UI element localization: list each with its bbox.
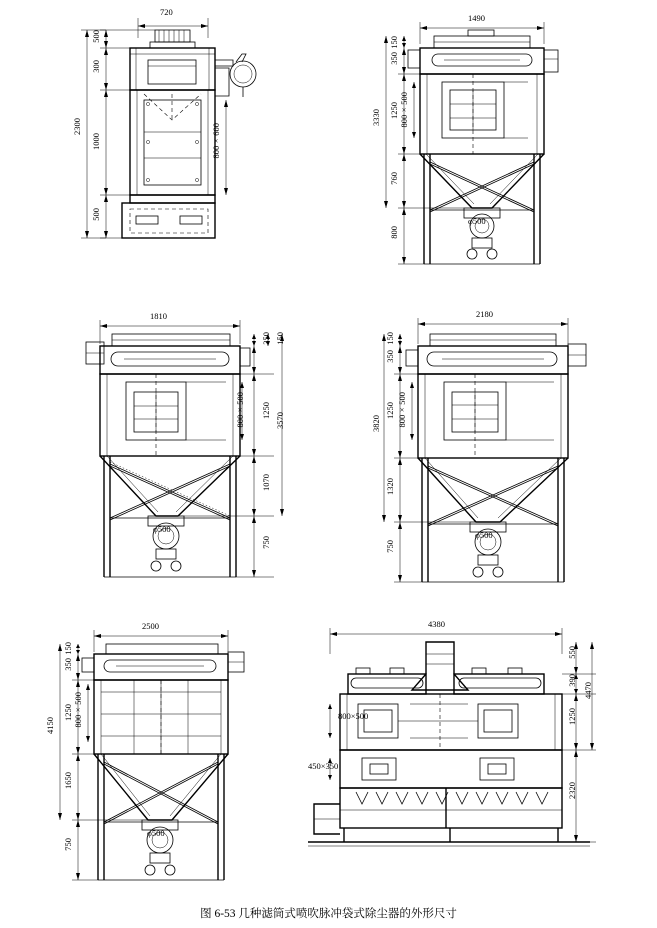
dim-fig4-150: 150 xyxy=(385,332,395,345)
dim-fig2-350: 350 xyxy=(389,52,399,65)
dim-fig3-top-width: 1810 xyxy=(150,311,167,321)
figure-caption: 图 6-53 几种滤筒式喷吹脉冲袋式除尘器的外形尺寸 xyxy=(200,908,457,920)
dim-fig1-overall: 2300 xyxy=(72,118,82,135)
dim-fig6-inner: 800×500 xyxy=(338,711,369,721)
dim-fig4-350: 350 xyxy=(385,350,395,363)
dim-fig3-outlet: φ500 xyxy=(153,524,171,534)
dim-fig3-overall: 3570 xyxy=(275,412,285,429)
dim-fig4-outlet: φ500 xyxy=(475,530,493,540)
dim-fig3-1070: 1070 xyxy=(261,474,271,491)
dim-fig2-1250: 1250 xyxy=(389,102,399,119)
dim-fig3-750: 750 xyxy=(261,536,271,549)
figure-unit-4 xyxy=(372,310,622,602)
dim-fig6-inner-small: 450×350 xyxy=(308,761,339,771)
dim-fig6-top-width: 4380 xyxy=(428,619,445,629)
figure-unit-2 xyxy=(368,14,618,294)
dim-fig5-150: 150 xyxy=(63,642,73,655)
dim-fig1-300: 300 xyxy=(91,60,101,73)
dim-fig2-800: 800 xyxy=(389,226,399,239)
dim-fig5-1250: 1250 xyxy=(63,704,73,721)
dim-fig2-760: 760 xyxy=(389,172,399,185)
dim-fig4-1320: 1320 xyxy=(385,478,395,495)
figure-unit-5 xyxy=(42,622,292,902)
dim-fig6-1250: 1250 xyxy=(567,708,577,725)
dim-fig4-1250: 1250 xyxy=(385,402,395,419)
figure-unit-3 xyxy=(50,312,310,602)
dim-fig2-150: 150 xyxy=(389,36,399,49)
dim-fig5-outlet: φ500 xyxy=(147,828,165,838)
dim-fig5-1650: 1650 xyxy=(63,772,73,789)
dim-fig4-inner: 800×500 xyxy=(397,392,407,428)
dim-fig3-350: 350 xyxy=(261,332,271,345)
dim-fig2-inner: 800×500 xyxy=(399,92,409,128)
dim-fig2-outlet: φ500 xyxy=(468,216,486,226)
dim-fig3-inner: 800×500 xyxy=(235,392,245,428)
dim-fig1-1000: 1000 xyxy=(91,133,101,150)
figure-unit-1 xyxy=(60,8,310,288)
dim-fig4-top-width: 2180 xyxy=(476,309,493,319)
dim-fig3-150: 150 xyxy=(275,332,285,345)
dim-fig5-top-width: 2500 xyxy=(142,621,159,631)
dim-fig2-top-width: 1490 xyxy=(468,13,485,23)
dim-fig5-750: 750 xyxy=(63,838,73,851)
dim-fig5-inner: 800×500 xyxy=(73,692,83,728)
dim-fig6-550: 550 xyxy=(567,646,577,659)
dim-fig1-top-width: 720 xyxy=(160,7,173,17)
dim-fig2-overall: 3330 xyxy=(371,109,381,126)
dim-fig1-500a: 500 xyxy=(91,30,101,43)
dim-fig6-2320: 2320 xyxy=(567,782,577,799)
dim-fig4-overall: 3820 xyxy=(371,415,381,432)
dim-fig1-500b: 500 xyxy=(91,208,101,221)
dim-fig6-390: 390 xyxy=(567,674,577,687)
dim-fig4-750: 750 xyxy=(385,540,395,553)
dim-fig6-overall: 4470 xyxy=(583,682,593,699)
dim-fig5-350: 350 xyxy=(63,658,73,671)
dim-fig5-overall: 4150 xyxy=(45,717,55,734)
dim-fig3-1250: 1250 xyxy=(261,402,271,419)
dim-fig1-inner: 800×600 xyxy=(211,123,221,159)
figure-unit-6 xyxy=(300,620,650,905)
